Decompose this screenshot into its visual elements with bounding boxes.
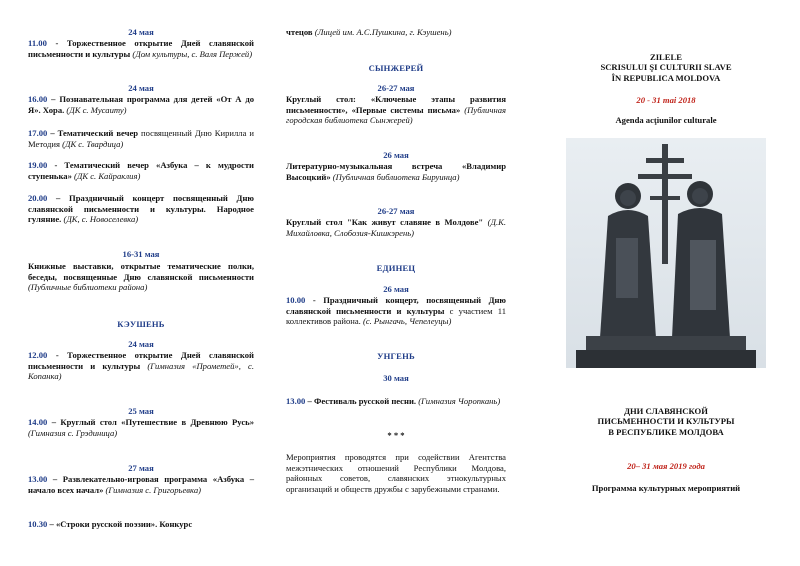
ru-title: ДНИ СЛАВЯНСКОЙ ПИСЬМЕННОСТИ И КУЛЬТУРЫ В РЕСПУБЛИКЕ МОЛДОВА xyxy=(597,406,735,437)
date-heading: 26 мая xyxy=(383,150,409,160)
region-heading: УНГЕНЬ xyxy=(377,351,415,361)
date-heading: 30 мая xyxy=(383,373,409,383)
footer-note: Мероприятия проводятся при содействии Агентства межэтнических отношений Республики Молдова, районных советов, славянских этнокультурных организаций и обществ дружбы с зарубежными странами. xyxy=(286,452,506,495)
date-heading: 27 мая xyxy=(128,463,154,473)
event-item: 14.00 – Круглый стол «Путешествие в Древнюю Русь» (Гимназия с. Грэдиница) xyxy=(28,417,254,438)
separator-stars: * * * xyxy=(387,430,405,440)
event-item: 12.00 - Торжественное открытие Дней славянской письменности и культуры (Гимназия «Прометей», с. Копанка) xyxy=(28,350,254,382)
event-item: 16.00 – Познавательная программа для детей «От А до Я». Хора. (ДК с. Мусаиту) xyxy=(28,94,254,115)
event-item: Круглый стол "Как живут славяне в Молдове" (Д.К. Михайловка, Слобозия-Кишкэрень) xyxy=(286,217,506,238)
date-heading: 26-27 мая xyxy=(377,83,415,93)
event-item: 13.00 – Фестиваль русской песни. (Гимназия Чоропкань) xyxy=(286,396,501,406)
date-heading: 26 мая xyxy=(383,284,409,294)
event-item: 10.00 - Праздничный концерт, посвященный Дню славянской письменности и культуры с участием 11 коллективов района. (с. Рынгачь, Чепелеуцы) xyxy=(286,295,506,327)
event-item: 19.00 - Тематический вечер «Азбука – к мудрости ступенька» (ДК с. Кайраклия) xyxy=(28,160,254,181)
region-heading: ЕДИНЕЦ xyxy=(376,263,416,273)
event-item: чтецов (Лицей им. А.С.Пушкина, г. Кэушень) xyxy=(286,27,452,37)
event-item: 10.30 – «Строки русской поэзии». Конкурс xyxy=(28,519,193,529)
date-heading: 26-27 мая xyxy=(377,206,415,216)
event-item: 11.00 - Торжественное открытие Дней славянской письменности и культуры (Дом культуры, с. Валя Пержей) xyxy=(28,38,254,59)
saints-statue-image xyxy=(566,138,766,368)
date-heading: 24 мая xyxy=(128,339,154,349)
region-heading: КЭУШЕНЬ xyxy=(117,319,165,329)
event-item: Круглый стол: «Ключевые этапы развития письменности», «Первые системы письма» (Публичная городская библиотека Сынжерей) xyxy=(286,94,506,126)
ro-dates: 20 - 31 mai 2018 xyxy=(636,95,696,105)
event-item: Литературно-музыкальная встреча «Владимир Высоцкий» (Публичная библиотека Бируинца) xyxy=(286,161,506,182)
date-heading: 24 мая xyxy=(128,83,154,93)
ru-program: Программа культурных мероприятий xyxy=(591,483,741,493)
event-item: 17.00 – Тематический вечер посвященный Дню Кирилла и Методия (ДК с. Твардица) xyxy=(28,128,254,149)
event-item: 20.00 – Праздничный концерт посвященный Дню славянской письменности и культуры. Народное гуляние. (ДК, с. Новоселевка) xyxy=(28,193,254,225)
ro-title: ZILELE SCRISULUI ŞI CULTURII SLAVE ÎN REPUBLICA MOLDOVA xyxy=(600,52,732,83)
event-item: 13.00 – Развлекательно-игровая программа «Азбука – начало всех начал» (Гимназия с. Григорьевка) xyxy=(28,474,254,495)
ru-dates: 20– 31 мая 2019 года xyxy=(627,461,705,471)
date-heading: 24 мая xyxy=(128,27,154,37)
event-item: Книжные выставки, открытые тематические полки, беседы, посвященные Дню славянской письменности (Публичные библиотеки района) xyxy=(28,261,254,293)
ro-agenda: Agenda acţiunilor culturale xyxy=(615,115,717,125)
region-heading: СЫНЖЕРЕЙ xyxy=(368,63,424,73)
date-heading: 16-31 мая xyxy=(122,249,160,259)
date-heading: 25 мая xyxy=(128,406,154,416)
